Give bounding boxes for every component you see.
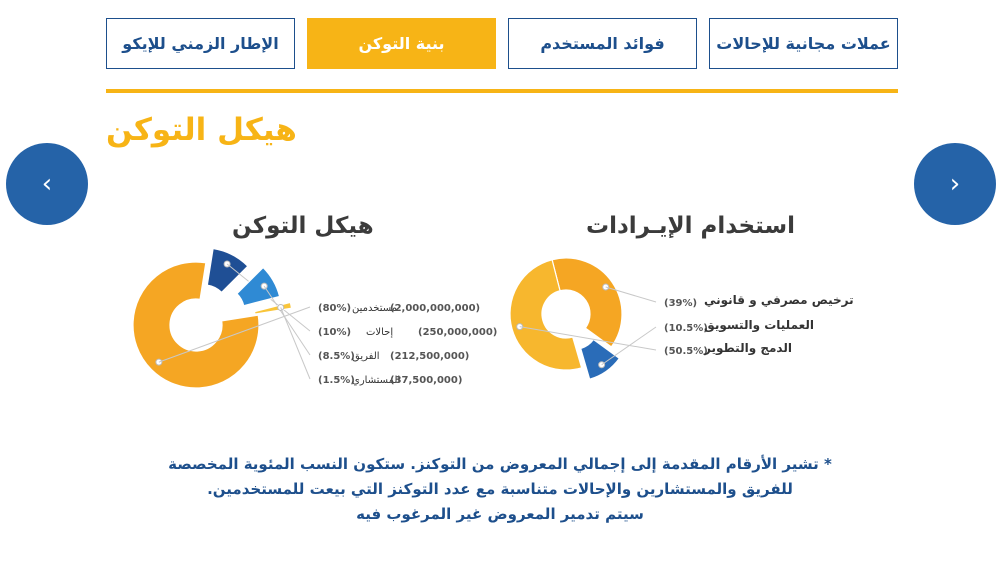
revenue-slice-label: العمليات والتسويق [704,318,815,332]
token-slice-label: إحالات [366,327,394,338]
revenue-value-label: (10.5%) [664,323,708,334]
token-slice [254,302,291,314]
footnote-line: سيتم تدمير المعروض غير المرغوب فيه [356,505,644,523]
chevron-left-icon: ‹ [41,169,53,199]
token-percent-label: (80%) [318,303,352,314]
tab-referral-coins[interactable]: عملات مجانية للإحالات [709,18,898,69]
revenue-value-label: (50.5%) [664,346,708,357]
token-amount-label: (250,000,000) [418,327,498,338]
token-chart-title: هيكل التوكن [232,213,374,239]
token-slice [133,262,259,388]
revenue-slice [581,340,620,380]
token-amount-label: (2,000,000,000) [390,303,481,314]
token-leader-line [264,286,310,355]
revenue-value-label: (39%) [664,298,698,309]
footnote-line: للفريق والمستشارين والإحالات متناسبة مع عدد التوكنز التي بيعت للمستخدمين. [207,480,793,498]
token-amount-label: (37,500,000) [390,375,463,386]
footnote [150,452,850,527]
tab-ico-timeline[interactable]: الإطار الزمني للإيكو [106,18,295,69]
token-slice-label: الفريق [352,351,380,362]
token-amount-label: (212,500,000) [390,351,470,362]
token-slice-label: مستخدمين [352,303,397,314]
page-title: هيكل التوكن [106,112,297,148]
tab-token-structure[interactable]: بنية التوكن [307,18,496,69]
token-percent-label: (1.5%) [318,375,355,386]
token-leader-line [281,307,310,379]
revenue-slice-label: ترخيص مصرفي و قانوني [704,293,854,307]
token-slice [207,249,247,293]
token-percent-label: (8.5%) [318,351,355,362]
revenue-slice-label: الدمج والتطوير [704,341,792,355]
token-percent-label: (10%) [318,327,352,338]
revenue-chart-title: استخدام الإيـرادات [586,213,795,239]
tab-user-benefits[interactable]: فوائد المستخدم [508,18,697,69]
chevron-right-icon: › [949,169,961,199]
token-slice-label: المستشاري [352,375,401,386]
footnote-line: * تشير الأرقام المقدمة إلى إجمالي المعروض من التوكنز. ستكون النسب المئوية المخصصة [168,455,832,473]
